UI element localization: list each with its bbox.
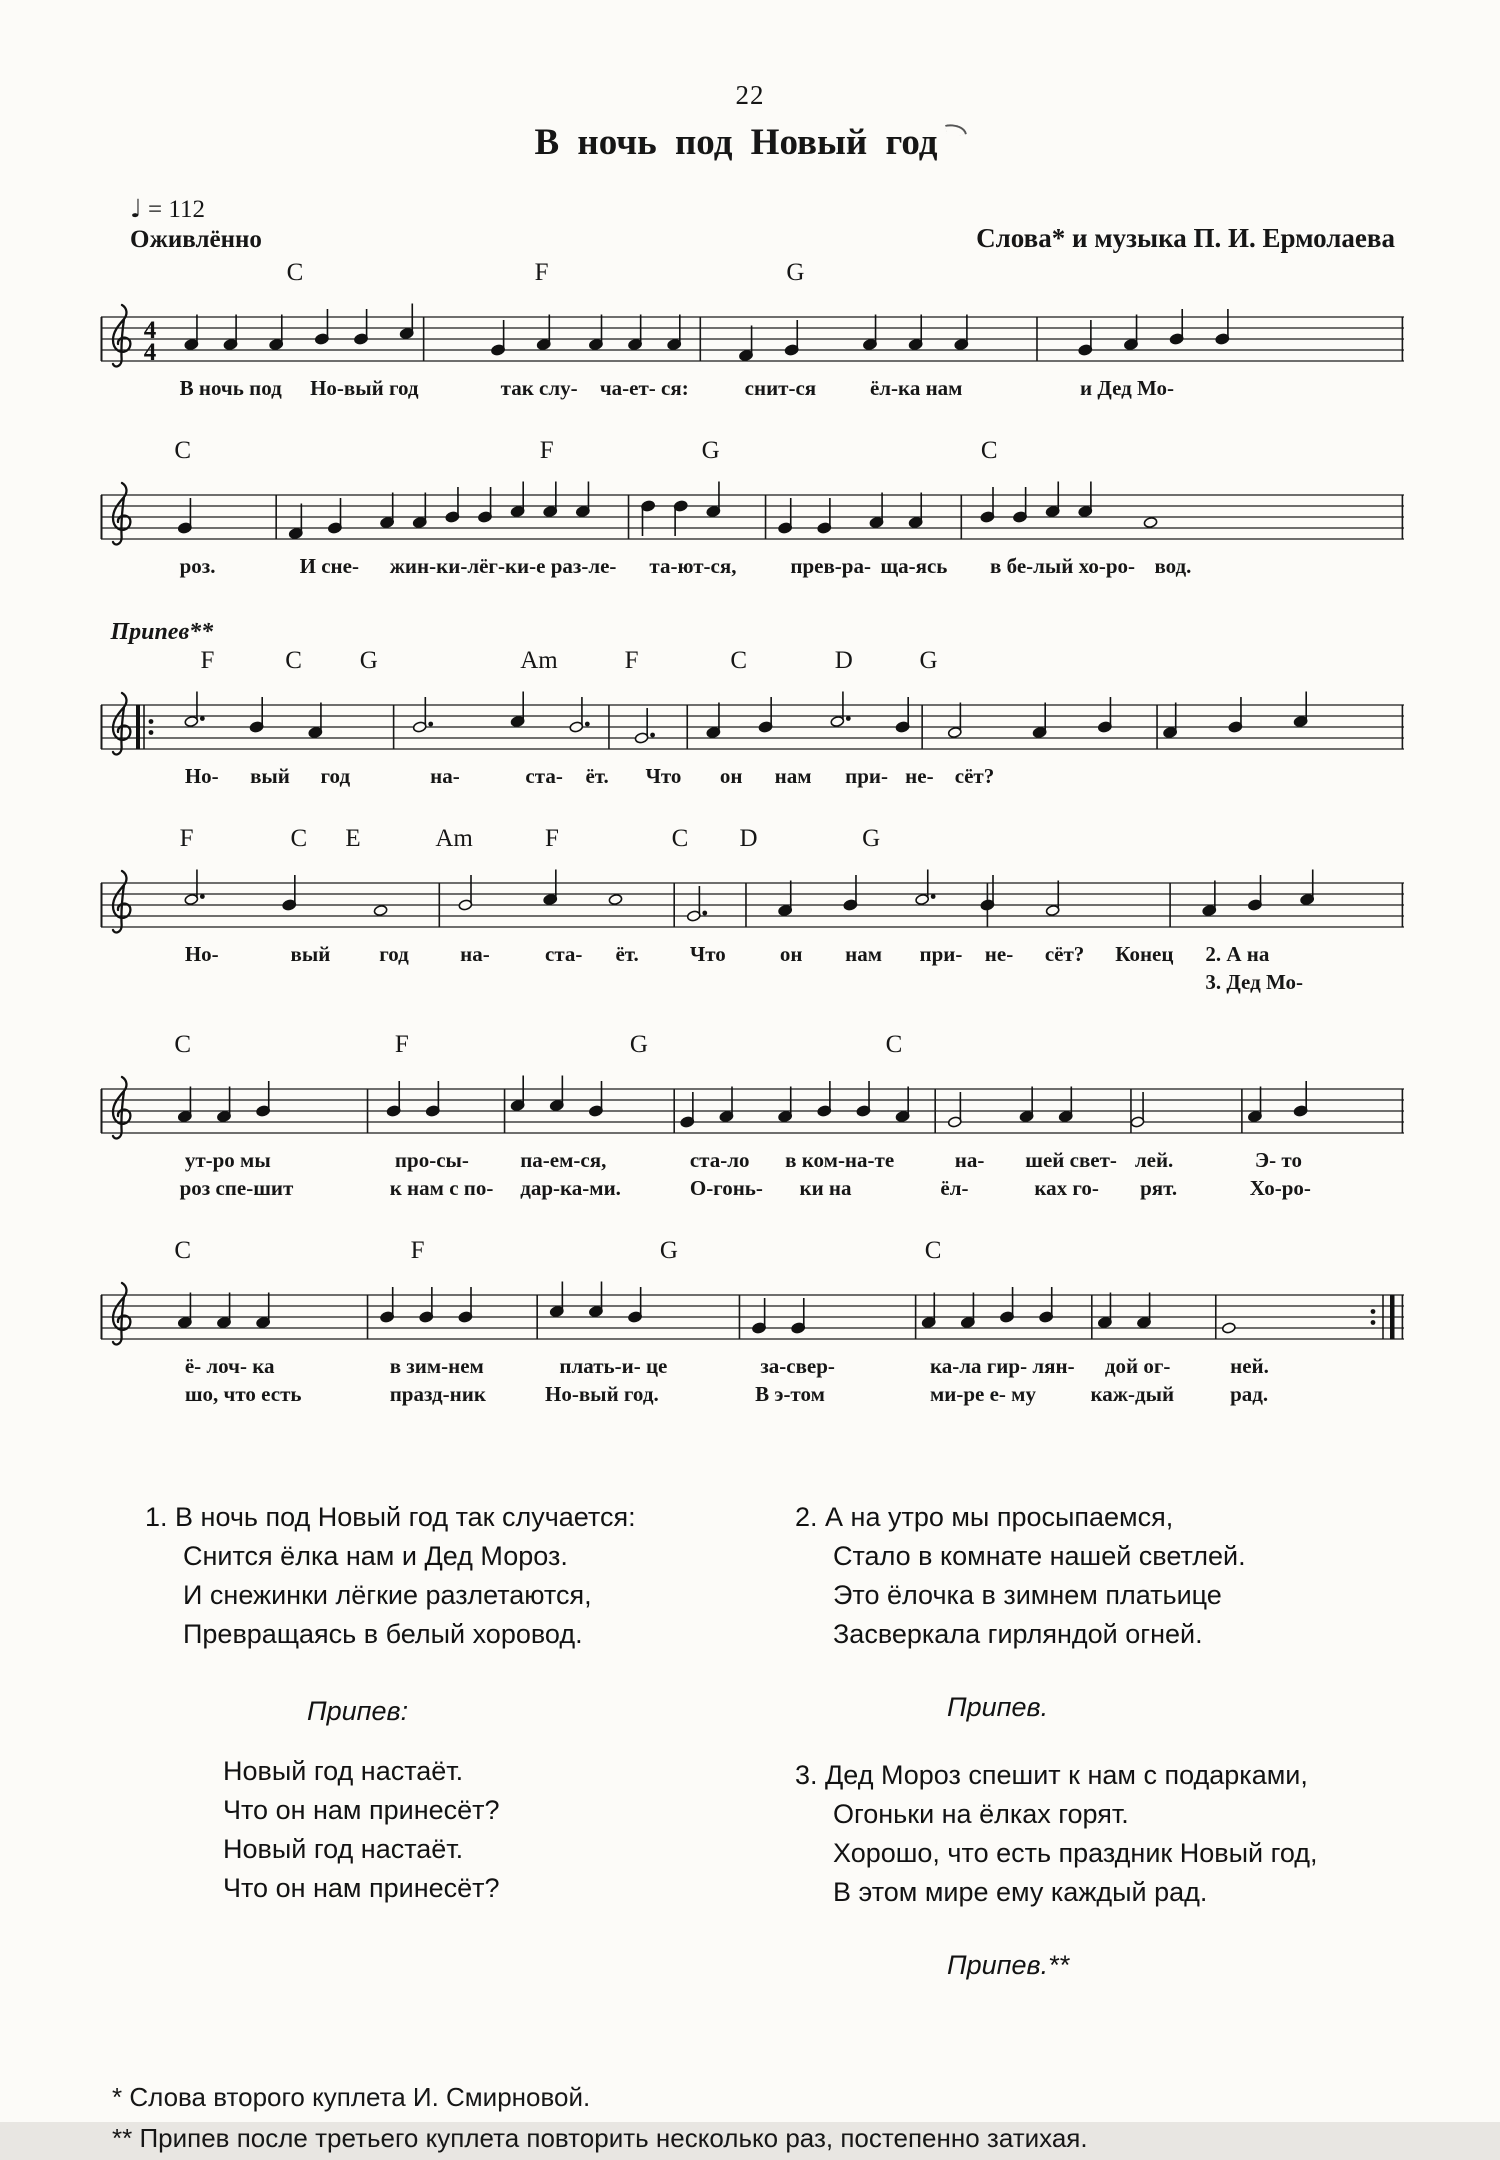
footnotes (112, 2077, 1420, 2160)
lyric-syllable: рад. (1230, 1382, 1269, 1406)
lyric-syllable: 2. А на (1205, 942, 1270, 966)
note-icon (830, 692, 851, 728)
lyric-syllable: не- (905, 764, 934, 788)
lyric-syllable: Но- (184, 764, 219, 788)
chord-label: F (200, 647, 215, 674)
note-icon (1130, 1092, 1144, 1128)
note-icon (752, 1298, 766, 1334)
lyric-syllable: ста- (545, 942, 583, 966)
lyric-syllable: год (379, 942, 409, 966)
chorus-line: Что он нам принесёт? (223, 1795, 500, 1826)
note-icon (628, 1287, 642, 1323)
note-icon (895, 1087, 909, 1123)
chord-label: F (539, 437, 554, 464)
chord-label: G (919, 647, 938, 674)
note-icon (1293, 692, 1307, 728)
lyric-syllable: ёл-ка нам (869, 376, 963, 400)
note-icon (413, 493, 427, 529)
chorus-reference: Припев. (947, 1691, 1049, 1722)
lyric-syllable: Хо-ро- (1249, 1176, 1311, 1200)
verse-line: Засверкала гирляндой огней. (833, 1618, 1203, 1649)
note-icon (817, 1081, 831, 1117)
page-number: 22 (735, 80, 765, 110)
note-icon (1032, 703, 1046, 739)
chorus-line: Что он нам принесёт? (223, 1873, 500, 1903)
note-icon (589, 315, 603, 351)
note-icon (1124, 315, 1138, 351)
note-icon (289, 504, 303, 540)
lyric-syllable: па-ем-ся, (520, 1148, 607, 1172)
svg-text:4: 4 (143, 317, 157, 344)
treble-clef-icon (113, 1283, 130, 1344)
staff-system (100, 1236, 1405, 1408)
chorus-label: Припев: (307, 1695, 409, 1726)
lyric-syllable: ней. (1230, 1354, 1269, 1378)
tempo-mood: Оживлённо (130, 226, 262, 253)
note-icon (178, 1293, 192, 1329)
note-icon (1098, 1293, 1112, 1329)
note-icon (1098, 697, 1112, 733)
chord-label: Am (435, 825, 473, 852)
lyric-syllable: рят. (1140, 1176, 1178, 1200)
chord-label: C (730, 647, 747, 674)
note-icon (380, 1287, 394, 1323)
note-icon (608, 894, 622, 906)
note-icon (328, 498, 342, 534)
note-icon (478, 487, 492, 523)
note-icon (1000, 1287, 1014, 1323)
note-icon (1046, 881, 1060, 917)
lyric-syllable: за-свер- (760, 1354, 835, 1378)
chord-label: F (545, 825, 559, 852)
note-icon (778, 1087, 792, 1123)
note-icon (758, 697, 772, 733)
note-icon (706, 482, 720, 518)
verse-line: Огоньки на ёлках горят. (833, 1799, 1129, 1830)
chord-label: F (624, 647, 639, 674)
note-icon (1078, 320, 1092, 356)
note-icon (269, 315, 283, 351)
chord-label: F (410, 1237, 425, 1264)
chord-label: C (924, 1237, 942, 1264)
author-credit: Слова* и музыка П. И. Ермолаева (976, 223, 1395, 253)
chord-label: G (862, 825, 881, 852)
note-icon (419, 1287, 433, 1323)
note-icon (510, 692, 524, 728)
staff-svg (100, 855, 1405, 940)
lyric-syllable: та-ют-ся, (649, 554, 737, 578)
note-icon (863, 315, 877, 351)
lyric-syllable: О-гонь- (689, 1176, 763, 1200)
chorus-line: Новый год настаёт. (223, 1834, 464, 1865)
note-icon (1215, 309, 1229, 345)
lyric-syllable: на- (954, 1148, 985, 1172)
lyric-syllable: к нам с по- (389, 1176, 494, 1200)
note-icon (282, 875, 296, 911)
lyric-syllable: И сне- (299, 554, 359, 578)
lyric-syllable: нам (845, 942, 883, 966)
note-icon (791, 1298, 805, 1334)
lyric-syllable: Конец (1115, 942, 1174, 966)
lyric-syllable: сёт? (1044, 942, 1085, 966)
chord-label: G (786, 259, 805, 286)
lyric-syllable: празд-ник (389, 1382, 486, 1406)
note-icon (680, 1092, 694, 1128)
chord-label: G (659, 1237, 678, 1264)
score-header (130, 194, 1395, 254)
staff-system (100, 258, 1405, 402)
tempo-block (130, 194, 262, 254)
note-icon (510, 482, 524, 518)
note-icon (178, 1087, 192, 1123)
note-icon (1202, 881, 1216, 917)
lyric-syllable: при- (919, 942, 963, 966)
note-icon (739, 326, 753, 362)
note-icon (543, 870, 557, 906)
treble-clef-icon (113, 871, 130, 932)
note-icon (961, 1293, 975, 1329)
note-icon (576, 482, 590, 518)
svg-text:4: 4 (143, 339, 157, 366)
lyric-syllable: Но- (184, 942, 219, 966)
lyric-syllable: роз спе-шит (179, 1176, 294, 1200)
note-icon (785, 320, 799, 356)
lyric-syllable: при- (845, 764, 889, 788)
note-icon (256, 1293, 270, 1329)
staff-svg (100, 677, 1405, 762)
note-icon (1059, 1087, 1073, 1123)
lyric-syllable: 3. Дед Мо- (1205, 970, 1303, 994)
lyrics-section (145, 1498, 1440, 2015)
chord-label: Am (520, 647, 558, 674)
lyric-syllable: В ночь под (179, 376, 282, 400)
verse-line: И снежинки лёгкие разлетаются, (183, 1579, 592, 1610)
note-icon (1019, 1087, 1033, 1123)
lyric-syllable: он (719, 764, 743, 788)
lyric-syllable: ёл- (940, 1176, 969, 1200)
note-icon (589, 1081, 603, 1117)
lyric-syllable: Что (689, 942, 726, 966)
lyric-syllable: ча-ет- ся: (599, 376, 689, 400)
note-icon (543, 482, 557, 518)
lyric-syllable: снит-ся (744, 376, 817, 400)
note-icon (922, 1293, 936, 1329)
chord-label: D (834, 647, 853, 674)
chord-label: D (739, 825, 758, 852)
note-icon (491, 320, 505, 356)
staff-svg (100, 1267, 1405, 1352)
chord-label: F (394, 1031, 409, 1058)
score (100, 258, 1405, 1408)
note-icon (223, 315, 237, 351)
chord-label: C (671, 825, 689, 852)
note-icon (550, 1282, 564, 1318)
note-icon (869, 493, 883, 529)
lyric-syllable: вый (250, 764, 290, 788)
staff-system (100, 614, 1405, 790)
chord-label: C (174, 437, 192, 464)
note-icon (184, 870, 205, 906)
lyric-syllable: ми-ре е- му (929, 1382, 1036, 1406)
verse-line: В этом мире ему каждый рад. (833, 1877, 1208, 1907)
note-icon (954, 315, 968, 351)
note-icon (674, 500, 688, 536)
treble-clef-icon (113, 305, 130, 366)
note-icon (380, 493, 394, 529)
note-icon (843, 875, 857, 911)
lyric-syllable: ё- лоч- ка (184, 1354, 275, 1378)
note-icon (1137, 1293, 1151, 1329)
note-icon (1013, 487, 1027, 523)
lyric-syllable: шо, что есть (184, 1382, 302, 1406)
note-icon (1248, 1087, 1262, 1123)
note-icon (1293, 1081, 1307, 1117)
chord-label: C (174, 1031, 192, 1058)
lyric-syllable: ща-ясь (880, 554, 948, 578)
chord-label: C (290, 825, 308, 852)
chord-label: G (359, 647, 378, 674)
note-icon (980, 487, 994, 523)
note-icon (908, 493, 922, 529)
lyric-syllable: в ком-на-те (785, 1148, 895, 1172)
chord-label: E (345, 825, 361, 852)
verse-line: 3. Дед Мороз спешит к нам с подарками, (795, 1760, 1308, 1791)
chord-label: C (174, 1237, 192, 1264)
note-icon (1300, 870, 1314, 906)
song-title-row (0, 121, 1500, 164)
lyric-syllable: вод. (1154, 554, 1192, 578)
note-icon (667, 315, 681, 351)
chord-label: G (701, 437, 720, 464)
chord-label: C (980, 437, 998, 464)
lyric-syllable: ки на (799, 1176, 852, 1200)
lyric-syllable: лей. (1134, 1148, 1174, 1172)
note-icon (817, 498, 831, 534)
note-icon (458, 1287, 472, 1323)
note-icon (1078, 482, 1092, 518)
note-icon (256, 1081, 270, 1117)
note-icon (948, 1092, 962, 1128)
lyric-syllable: прев-ра- (790, 554, 871, 578)
note-icon (915, 870, 936, 906)
chord-label: G (629, 1031, 648, 1058)
tempo-value: = 112 (148, 196, 205, 223)
lyric-syllable: плать-и- це (559, 1354, 668, 1378)
lyric-syllable: ках го- (1034, 1176, 1099, 1200)
lyrics-column-left (145, 1498, 735, 2015)
lyric-syllable: Что (645, 764, 682, 788)
staff-svg (100, 289, 1405, 374)
verse-line: Это ёлочка в зимнем платьице (833, 1579, 1222, 1610)
lyric-syllable: год (320, 764, 351, 788)
lyric-syllable: и Дед Мо- (1080, 376, 1175, 400)
note-icon (856, 1081, 870, 1117)
tempo-marking (130, 194, 262, 224)
note-icon (184, 315, 198, 351)
staff-system (100, 1030, 1405, 1202)
pencil-arc-mark (945, 121, 967, 137)
note-icon (589, 1282, 603, 1318)
note-icon (373, 905, 387, 917)
note-icon (400, 304, 414, 340)
verse-line: Хорошо, что есть праздник Новый год, (833, 1838, 1318, 1869)
lyric-syllable: ёт. (615, 942, 639, 966)
verse-line: Стало в комнате нашей светлей. (833, 1540, 1246, 1571)
note-icon (184, 692, 205, 728)
note-icon (948, 703, 962, 739)
note-icon (510, 1076, 524, 1112)
lyric-syllable: на- (430, 764, 460, 788)
lyric-syllable: вый (290, 942, 331, 966)
chord-label: C (885, 1031, 903, 1058)
treble-clef-icon (113, 693, 130, 754)
treble-clef-icon (113, 483, 130, 544)
lyric-syllable: шей свет- (1025, 1148, 1117, 1172)
note-icon (315, 309, 329, 345)
lyric-syllable: каж-дый (1090, 1382, 1175, 1406)
note-icon (706, 703, 720, 739)
lyric-syllable: Но-вый год. (545, 1382, 659, 1406)
footnote-line: ** Припев после третьего куплета повторить несколько раз, постепенно затихая. (112, 2123, 1088, 2154)
note-icon (1222, 1322, 1236, 1334)
quarter-note-icon: ♩ (130, 194, 142, 223)
note-icon (354, 309, 368, 345)
note-icon (1248, 875, 1262, 911)
chord-label: C (285, 647, 302, 674)
chord-label: F (179, 825, 194, 852)
lyric-syllable: в зим-нем (389, 1354, 484, 1378)
staff-system (100, 824, 1405, 996)
note-icon (249, 697, 263, 733)
verse-line: 2. А на утро мы просыпаемся, (795, 1502, 1174, 1532)
lyric-syllable: Э- то (1254, 1148, 1302, 1172)
chorus-section-label: Припев** (110, 619, 214, 645)
lyric-syllable: ёт. (585, 764, 609, 788)
note-icon (628, 315, 642, 351)
note-icon (217, 1293, 231, 1329)
chord-label: C (286, 259, 304, 286)
note-icon (908, 315, 922, 351)
lyric-syllable: сёт? (954, 764, 995, 788)
staff-svg (100, 1061, 1405, 1146)
note-icon (217, 1087, 231, 1123)
note-icon (1046, 482, 1060, 518)
note-icon (550, 1076, 564, 1112)
note-icon (178, 498, 192, 534)
staff-system (100, 436, 1405, 580)
note-icon (1039, 1287, 1053, 1323)
note-icon (386, 1081, 400, 1117)
verse-line: 1. В ночь под Новый год так случается: (145, 1502, 636, 1532)
note-icon (458, 875, 472, 911)
lyric-syllable: про-сы- (394, 1148, 469, 1172)
lyric-syllable: на- (460, 942, 490, 966)
lyric-syllable: так слу- (500, 376, 578, 400)
note-icon (641, 500, 655, 536)
chorus-line: Новый год настаёт. (223, 1756, 464, 1787)
note-icon (1163, 703, 1177, 739)
note-icon (778, 881, 792, 917)
lyric-syllable: ут-ро мы (184, 1148, 271, 1172)
lyric-syllable: нам (774, 764, 812, 788)
footnote-line: * Слова второго куплета И. Смирновой. (112, 2081, 591, 2112)
note-icon (1169, 309, 1183, 345)
lyrics-column-right (735, 1498, 1440, 2015)
note-icon (445, 487, 459, 523)
note-icon (537, 315, 551, 351)
lyric-syllable: дар-ка-ми. (520, 1176, 621, 1200)
verse-line: Снится ёлка нам и Дед Мороз. (183, 1540, 568, 1571)
lyric-syllable: дой ог- (1104, 1354, 1171, 1378)
lyric-syllable: ста-ло (689, 1148, 750, 1172)
note-icon (778, 498, 792, 534)
note-icon (719, 1087, 733, 1123)
lyric-syllable: Но-вый год (310, 376, 419, 400)
lyric-syllable: он (779, 942, 803, 966)
lyric-syllable: ка-ла гир- лян- (929, 1354, 1075, 1378)
note-icon (1228, 697, 1242, 733)
lyric-syllable: не- (984, 942, 1014, 966)
lyric-syllable: ста- (525, 764, 563, 788)
staff-svg (100, 467, 1405, 552)
chorus-reference: Припев.** (947, 1949, 1070, 1980)
lyric-syllable: жин-ки-лёг-ки-е раз-ле- (389, 554, 617, 578)
note-icon (426, 1081, 440, 1117)
treble-clef-icon (113, 1077, 130, 1138)
verse-line: Превращаясь в белый хоровод. (183, 1618, 583, 1649)
song-title: В ночь под Новый год (534, 122, 938, 163)
note-icon (895, 697, 909, 733)
lyric-syllable: в бе-лый хо-ро- (990, 554, 1136, 578)
note-icon (308, 703, 322, 739)
note-icon (1143, 517, 1157, 529)
lyric-syllable: роз. (179, 554, 216, 578)
lyric-syllable: В э-том (755, 1382, 825, 1406)
chord-label: F (534, 259, 549, 286)
